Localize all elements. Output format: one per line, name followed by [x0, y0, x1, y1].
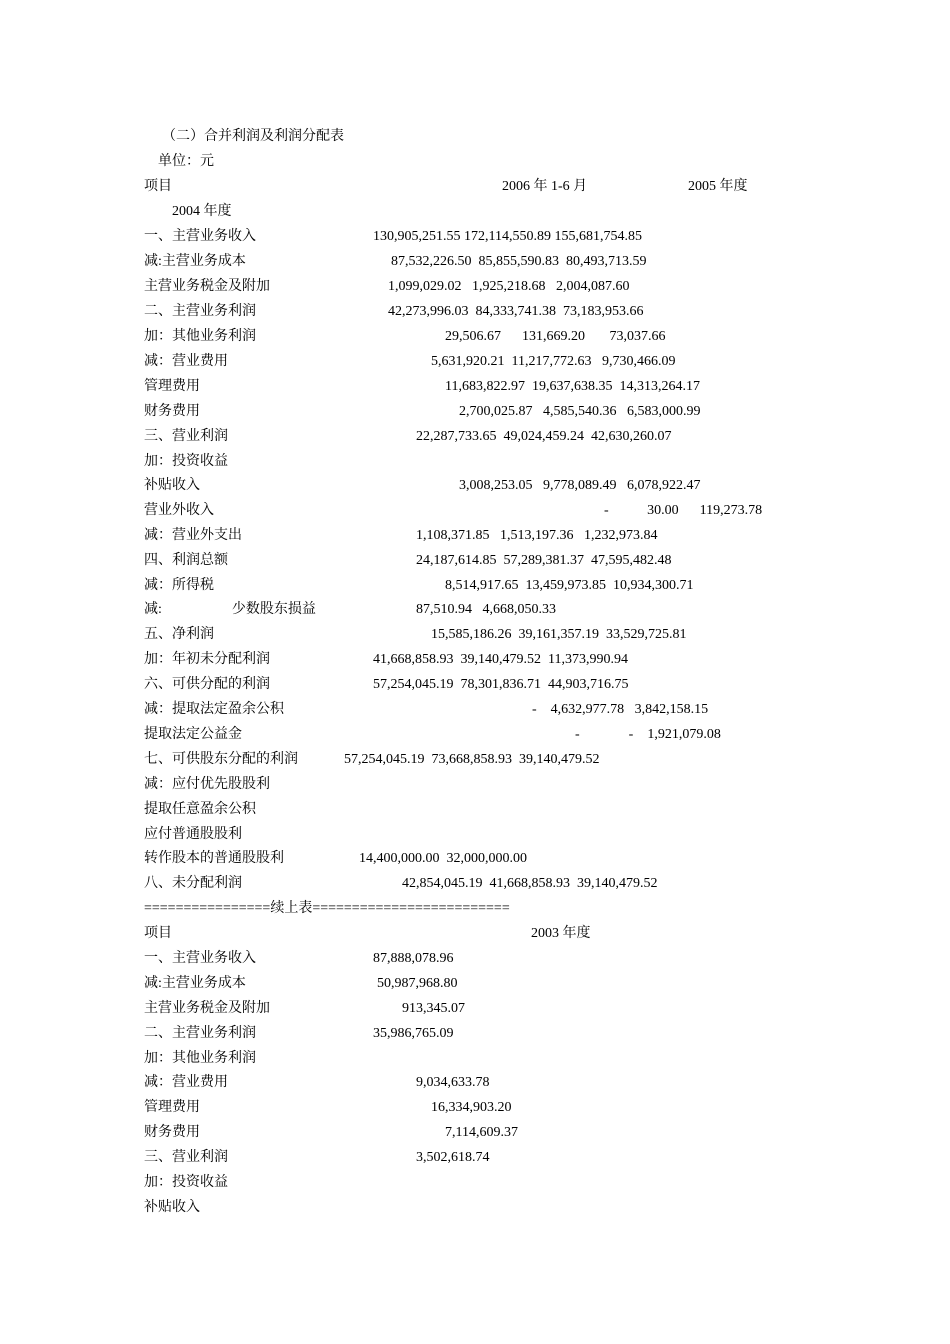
row-label: 转作股本的普通股股利: [144, 851, 284, 866]
row2-label: 减：营业费用: [144, 1075, 228, 1090]
header2-item-label: 项目: [144, 926, 172, 941]
row-values: 87,532,226.50 85,855,590.83 80,493,713.59: [391, 254, 647, 269]
row2-value: 35,986,765.09: [373, 1026, 454, 1041]
row-values: 15,585,186.26 39,161,357.19 33,529,725.81: [431, 627, 687, 642]
row-label: 六、可供分配的利润: [144, 677, 270, 692]
row-values: - 30.00 119,273.78: [604, 503, 763, 518]
row-label: 财务费用: [144, 404, 200, 419]
row-label: 主营业务税金及附加: [144, 279, 270, 294]
row2-value: 50,987,968.80: [377, 976, 458, 991]
row-label: 营业外收入: [144, 503, 214, 518]
row-values: 11,683,822.97 19,637,638.35 14,313,264.17: [445, 379, 700, 394]
row-label: 减：所得税: [144, 578, 214, 593]
row-values: - 4,632,977.78 3,842,158.15: [532, 702, 709, 717]
row-label: 加：投资收益: [144, 454, 228, 469]
row-values: 57,254,045.19 73,668,858.93 39,140,479.52: [344, 752, 600, 767]
row-values: 1,108,371.85 1,513,197.36 1,232,973.84: [416, 528, 658, 543]
row-label: 应付普通股股利: [144, 827, 242, 842]
header-col-2005: 2005 年度: [688, 179, 748, 194]
row-label: 五、净利润: [144, 627, 214, 642]
row-label: 三、营业利润: [144, 429, 228, 444]
row-values: 14,400,000.00 32,000,000.00: [359, 851, 527, 866]
row-values: - - 1,921,079.08: [575, 727, 721, 742]
header-col-2004: 2004 年度: [172, 204, 232, 219]
row-label: 加：年初未分配利润: [144, 652, 270, 667]
continuation-separator: ================续上表=========================: [144, 901, 510, 916]
row2-label: 一、主营业务收入: [144, 951, 256, 966]
row2-label: 主营业务税金及附加: [144, 1001, 270, 1016]
row2-label: 减:主营业务成本: [144, 976, 246, 991]
row-label: 减: 少数股东损益: [144, 602, 316, 617]
row2-label: 管理费用: [144, 1100, 200, 1115]
row-values: 3,008,253.05 9,778,089.49 6,078,922.47: [459, 478, 701, 493]
row2-value: 16,334,903.20: [431, 1100, 512, 1115]
row-values: 42,854,045.19 41,668,858.93 39,140,479.52: [402, 876, 658, 891]
row-label: 减：提取法定盈余公积: [144, 702, 284, 717]
row-values: 42,273,996.03 84,333,741.38 73,183,953.66: [388, 304, 644, 319]
row-label: 提取任意盈余公积: [144, 802, 256, 817]
row2-value: 7,114,609.37: [445, 1125, 518, 1140]
row-values: 5,631,920.21 11,217,772.63 9,730,466.09: [431, 354, 676, 369]
row-values: 29,506.67 131,669.20 73,037.66: [445, 329, 666, 344]
row-label: 减：营业费用: [144, 354, 228, 369]
header-col-2006h1: 2006 年 1-6 月: [502, 179, 588, 194]
row2-value: 3,502,618.74: [416, 1150, 490, 1165]
row-label: 补贴收入: [144, 478, 200, 493]
row-label: 减:主营业务成本: [144, 254, 246, 269]
row2-label: 加：投资收益: [144, 1175, 228, 1190]
row2-label: 二、主营业务利润: [144, 1026, 256, 1041]
row2-value: 87,888,078.96: [373, 951, 454, 966]
document-title: （二）合并利润及利润分配表: [162, 129, 344, 144]
row-values: 130,905,251.55 172,114,550.89 155,681,754.85: [373, 229, 642, 244]
row-values: 22,287,733.65 49,024,459.24 42,630,260.07: [416, 429, 672, 444]
row-label: 四、利润总额: [144, 553, 228, 568]
row-values: 1,099,029.02 1,925,218.68 2,004,087.60: [388, 279, 630, 294]
unit-label: 单位：元: [158, 154, 214, 169]
row-values: 41,668,858.93 39,140,479.52 11,373,990.94: [373, 652, 628, 667]
row-label: 加：其他业务利润: [144, 329, 256, 344]
row2-label: 三、营业利润: [144, 1150, 228, 1165]
header-item-label: 项目: [144, 179, 172, 194]
row2-label: 财务费用: [144, 1125, 200, 1140]
row-label: 管理费用: [144, 379, 200, 394]
row-values: 87,510.94 4,668,050.33: [416, 602, 556, 617]
row-label: 七、可供股东分配的利润: [144, 752, 298, 767]
row-label: 减：应付优先股股利: [144, 777, 270, 792]
row-label: 减：营业外支出: [144, 528, 242, 543]
row2-label: 补贴收入: [144, 1200, 200, 1215]
row-label: 提取法定公益金: [144, 727, 242, 742]
row-values: 24,187,614.85 57,289,381.37 47,595,482.48: [416, 553, 672, 568]
row-values: 2,700,025.87 4,585,540.36 6,583,000.99: [459, 404, 701, 419]
row-values: 57,254,045.19 78,301,836.71 44,903,716.75: [373, 677, 629, 692]
row-label: 八、未分配利润: [144, 876, 242, 891]
row2-label: 加：其他业务利润: [144, 1051, 256, 1066]
row-values: 8,514,917.65 13,459,973.85 10,934,300.71: [445, 578, 694, 593]
row2-value: 913,345.07: [402, 1001, 465, 1016]
row2-value: 9,034,633.78: [416, 1075, 490, 1090]
header2-col-2003: 2003 年度: [531, 926, 591, 941]
row-label: 二、主营业务利润: [144, 304, 256, 319]
row-label: 一、主营业务收入: [144, 229, 256, 244]
